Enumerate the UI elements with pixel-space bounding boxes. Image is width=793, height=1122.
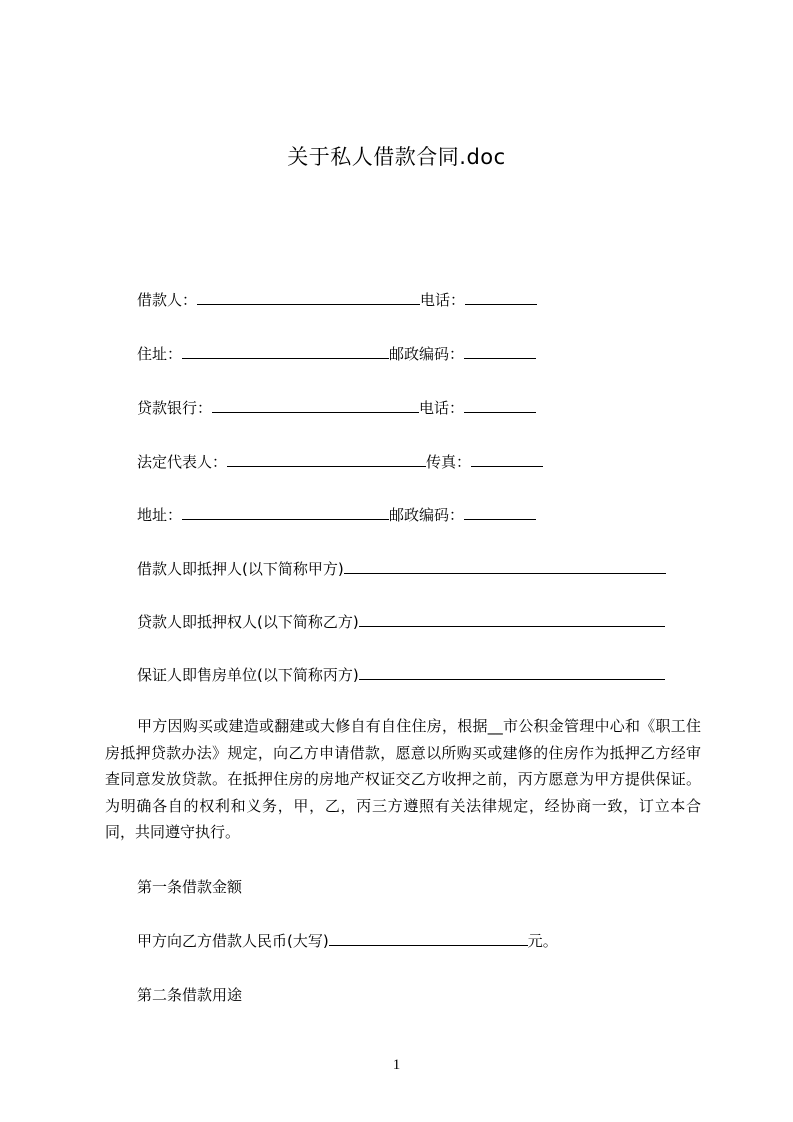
phone-label: 电话： [420, 291, 466, 309]
party-c-label: 保证人即售房单位(以下简称丙方) [137, 666, 359, 684]
bank-address-blank [182, 504, 389, 520]
article-1-text [137, 930, 558, 952]
bank-phone-label: 电话： [419, 399, 465, 417]
bank-address-row [137, 504, 536, 526]
party-a-row [137, 558, 666, 580]
article-1-heading: 第一条借款金额 [137, 878, 243, 896]
bank-postcode-label: 邮政编码： [389, 506, 465, 524]
legal-rep-blank [227, 451, 426, 467]
borrower-label: 借款人： [137, 291, 198, 309]
preamble-paragraph: 甲方因购买或建造或翻建或大修自有自住住房，根据__市公积金管理中心和《职工住房抵押贷款办法》规定，向乙方申请借款，愿意以所购买或建修的住房作为抵押乙方经审查同意发放贷款。在抵押住房的房地产权证交乙方收押之前，丙方愿意为甲方提供保证。为明确各自的权利和义务，甲，乙，丙三方遵照有关法律规定，经协商一致，订立本合同，共同遵守执行。 [105, 717, 701, 841]
page-number: 1 [392, 1057, 401, 1073]
loan-amount-blank [329, 930, 528, 946]
lending-bank-label: 贷款银行： [137, 399, 213, 417]
party-c-blank [359, 664, 665, 680]
postcode-blank [464, 343, 536, 359]
address-label: 住址： [137, 345, 183, 363]
fax-label: 传真： [426, 453, 472, 471]
phone-blank [465, 289, 537, 305]
bank-address-label: 地址： [137, 506, 183, 524]
lending-bank-blank [212, 397, 419, 413]
borrower-row [137, 289, 537, 311]
fax-blank [471, 451, 543, 467]
party-a-label: 借款人即抵押人(以下简称甲方) [137, 560, 344, 578]
bank-postcode-blank [464, 504, 536, 520]
party-b-label: 贷款人即抵押权人(以下简称乙方) [137, 613, 359, 631]
bank-phone-blank [464, 397, 536, 413]
lending-bank-row [137, 397, 536, 419]
party-b-blank [359, 611, 665, 627]
address-blank [182, 343, 389, 359]
article-1-text-before: 甲方向乙方借款人民币(大写) [137, 932, 329, 950]
party-a-blank [344, 558, 666, 574]
document-title: 关于私人借款合同.doc [287, 145, 506, 169]
borrower-blank [197, 289, 420, 305]
address-row [137, 343, 536, 365]
postcode-label: 邮政编码： [389, 345, 465, 363]
legal-rep-row [137, 451, 543, 473]
legal-rep-label: 法定代表人： [137, 453, 228, 471]
party-b-row [137, 611, 665, 633]
article-2-heading: 第二条借款用途 [137, 986, 243, 1004]
article-1-text-after: 元。 [527, 932, 558, 950]
party-c-row [137, 664, 665, 686]
